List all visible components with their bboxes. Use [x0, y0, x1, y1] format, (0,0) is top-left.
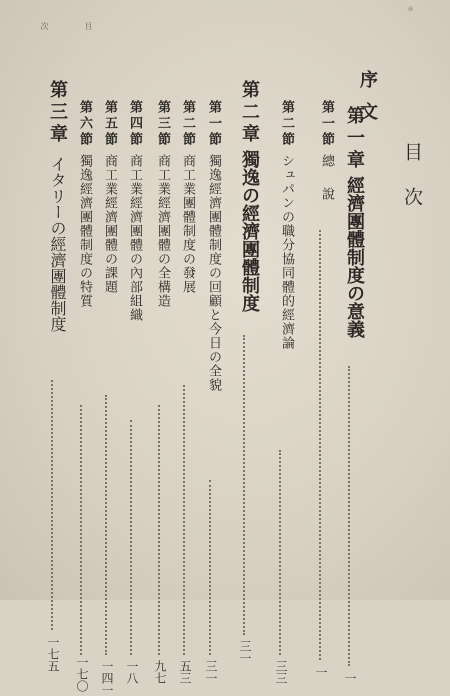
entry-title: 商工業團體制度の發展 — [180, 154, 195, 294]
entry-label: 第六節 — [77, 100, 92, 148]
entry-title: 商工業經濟團體の課題 — [102, 154, 117, 294]
leader-dots — [348, 366, 352, 666]
toc-entry-section-2-5 — [97, 100, 117, 696]
toc-entry-section-2-1 — [201, 100, 221, 684]
entry-label: 第四節 — [127, 100, 142, 148]
toc-entry-section-2-6 — [72, 100, 92, 692]
entry-label: 第五節 — [102, 100, 117, 148]
toc-entry-section-1-1 — [308, 100, 334, 678]
running-head-left: 次 — [40, 22, 49, 30]
entry-page: 一四一 — [100, 660, 114, 696]
entry-page: 一 — [343, 672, 357, 684]
running-head-right: 目 — [84, 22, 93, 30]
entry-page: 九七 — [153, 660, 167, 684]
entry-label: 第三節 — [155, 100, 170, 148]
leader-dots — [243, 335, 247, 635]
entry-title: 獨逸の經濟團體制度 — [239, 150, 260, 312]
entry-title: 經濟團體制度の意義 — [344, 176, 365, 338]
entry-page: 三三 — [274, 660, 288, 684]
leader-dots — [209, 480, 213, 655]
toc-entry-chapter-3 — [40, 80, 68, 672]
corner-mark: ǝ — [408, 4, 413, 13]
entry-label: 第一章 — [344, 106, 365, 172]
entry-title: 獨逸經濟團體制度の特質 — [77, 154, 92, 308]
entry-title: 商工業經濟團體の內部組織 — [127, 154, 142, 322]
toc-preface: 序文 — [357, 70, 378, 134]
entry-label: 第一節 — [206, 100, 221, 148]
leader-dots — [80, 405, 84, 655]
toc-entry-chapter-1 — [337, 106, 365, 684]
entry-label: 第二節 — [180, 100, 195, 148]
entry-title: 獨逸經濟團體制度の回顧と今日の全貌 — [206, 154, 221, 392]
toc-entry-section-1-2 — [268, 100, 294, 684]
leader-dots — [319, 230, 323, 660]
leader-dots — [279, 450, 283, 655]
leader-dots — [183, 385, 187, 655]
leader-dots — [158, 405, 162, 655]
entry-title: シュパンの職分協同體的經濟論 — [279, 154, 294, 350]
entry-label: 第二節 — [279, 100, 294, 148]
toc-entry-section-2-4 — [122, 100, 142, 684]
entry-label: 第一節 — [319, 100, 334, 148]
entry-title: イタリーの經濟團體制度 — [48, 156, 67, 332]
leader-dots — [105, 395, 109, 655]
entry-page: 五三 — [178, 660, 192, 684]
entry-title: 總說 — [319, 154, 334, 220]
entry-page: 一七〇 — [75, 656, 89, 692]
toc-entry-section-2-3 — [150, 100, 170, 684]
entry-page: 三一 — [204, 660, 218, 684]
entry-label: 第三章 — [47, 80, 68, 146]
toc-entry-chapter-2 — [232, 80, 260, 664]
toc-entry-section-2-2 — [175, 100, 195, 684]
entry-label: 第二章 — [239, 80, 260, 146]
entry-page: 一七五 — [46, 636, 60, 672]
toc-title: 目次 — [401, 142, 423, 232]
entry-page: 一八 — [125, 660, 139, 684]
entry-page: 一 — [314, 666, 328, 678]
leader-dots — [130, 420, 134, 655]
entry-page: 三一 — [238, 640, 252, 664]
leader-dots — [51, 380, 55, 630]
entry-title: 商工業經濟團體の全構造 — [155, 154, 170, 308]
